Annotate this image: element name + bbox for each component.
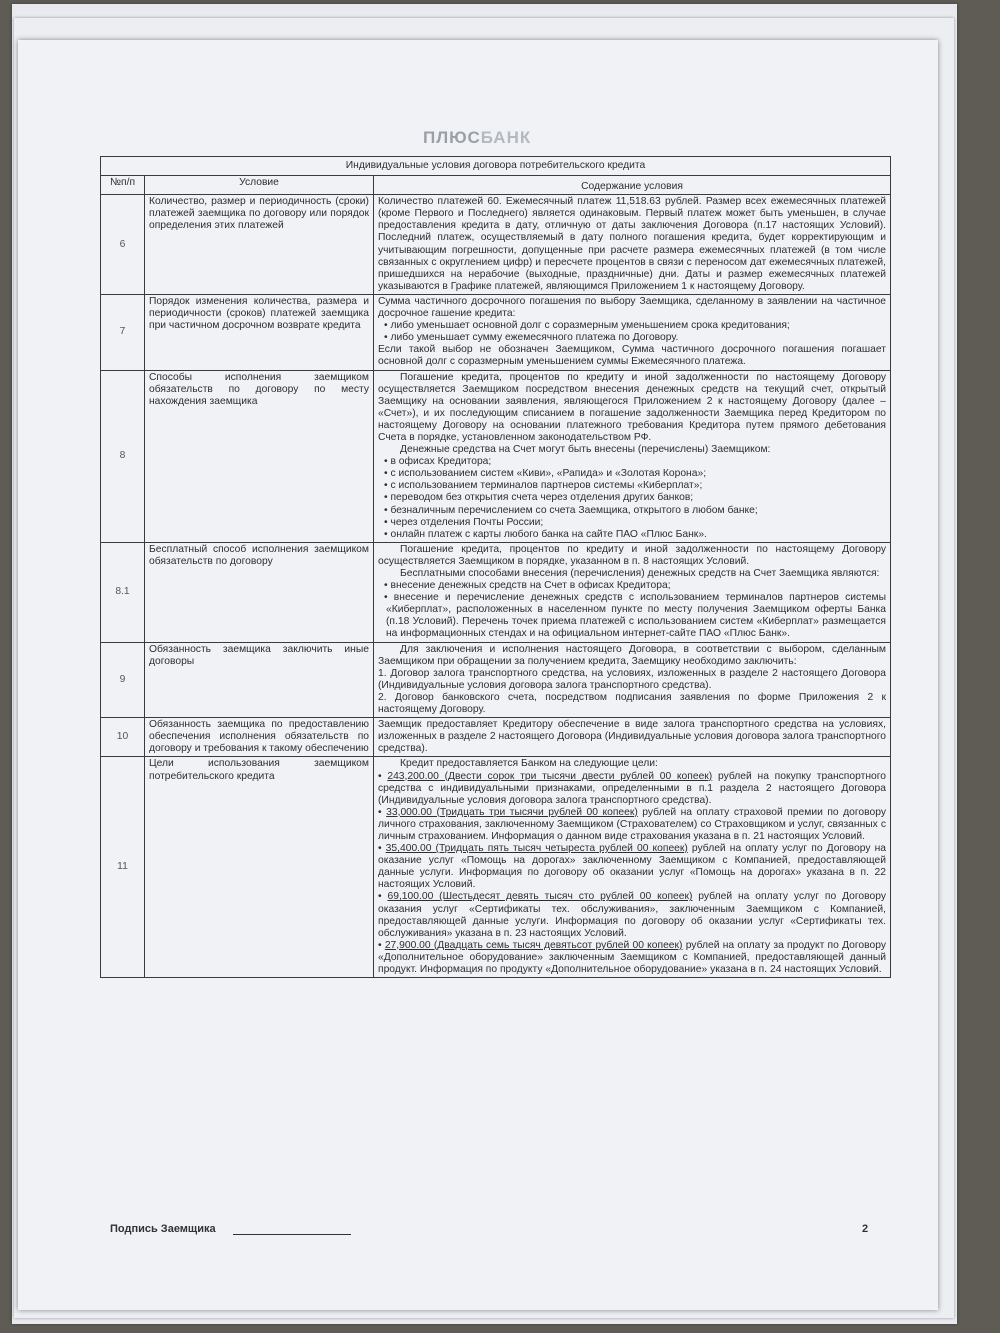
paragraph: Бесплатными способами внесения (перечисления) денежных средств на Счет Заемщика являются: [400,568,880,579]
document-page [18,40,938,1310]
row-number: 9 [101,642,145,718]
page-number: 2 [862,1223,869,1235]
signature-label: Подпись Заемщика [110,1223,216,1235]
list-item-text: с использованием терминалов партнеров системы «Киберплат»; [390,480,703,492]
row-condition: Бесплатный способ исполнения заемщиком обязательств по договору [145,542,374,642]
row-number: 10 [101,718,145,757]
list-item-text: рублей на оплату услуг по Договору оказания услуг «Сертификаты тех. обслуживания», заключенным Заемщиком с Компанией, предоставляющей данные услуги. Информация по договору об оказании услуг «Сертификаты тех. обслуживания» указана в п. 23 настоящих Условий. [378,891,886,939]
list-item-text: внесение и перечисление денежных средств с использованием терминалов партнеров системы «Киберплат», расположенных в населенном пункте по месту получения Заемщиком оферты Банка (п.18 Условий). Перечень точек приема платежей с использованием систем «Киберплат» размещается на информационных стендах и на официальном интернет-сайте ПАО «Плюс Банк». [386,592,887,640]
row-number: 8.1 [101,542,145,642]
row-condition: Обязанность заемщика по предоставлению обеспечения исполнения обязательств по договору и требования к такому обеспечению [145,718,374,757]
list-item-text: безналичным перечислением со счета Заемщика, открытого в любом банке; [390,504,758,516]
row-number: 11 [101,757,145,978]
table-row [101,195,891,295]
conditions-table [100,156,891,978]
row-content [374,757,891,978]
paragraph: 2. Договор банковского счета, посредством подписания заявления по форме Приложения 2 к настоящему Договору. [378,691,886,716]
list-item: • внесение денежных средств на Счет в офисах Кредитора; [384,580,671,592]
row-content [374,294,891,370]
row-content: Заемщик предоставляет Кредитору обеспечение в виде залога транспортного средства на условиях, изложенных в разделе 2 настоящего Договора (Индивидуальные условия договора залога транспортного средства). [374,718,891,757]
row-content: Количество платежей 60. Ежемесячный платеж 11,518.63 рублей. Размер всех ежемесячных платежей (кроме Первого и Последнего) является одинаковым. Первый платеж может быть уменьшен, в случае предоставления кредита в дату, отличную от даты заключения Договора (п.17 настоящих Условий). Последний платеж, осуществляемый в дату полного погашения кредита, будет корректирующим и учитывающим погрешности, допущенные при расчете размера ежемесячных платежей (в том числе связанных с округлением цифр) и пересчете процентов в связи с переносом дат ежемесячных платежей, пришедшихся на нерабочие (выходные, праздничные) дни. Даты и размер ежемесячных платежей указываются в Графике платежей, являющимся Приложением 1 к настоящему Договору. [374,195,891,295]
paragraph: Для заключения и исполнения настоящего Договора, в соответствии с выбором, сделанным Заемщиком при обращении за получением кредита, Заемщику необходимо заключить: [378,643,886,667]
amount: 27,900.00 (Двадцать семь тысяч девятьсот рублей 00 копеек) [384,939,683,951]
list-item: • либо уменьшает основной долг с соразмерным уменьшением срока кредитования; [384,320,790,332]
row-condition: Обязанность заемщика заключить иные договоры [145,642,374,718]
logo-part1: ПЛЮС [423,128,481,147]
column-header-number: №п/п [101,176,145,195]
row-number: 7 [101,294,145,370]
row-number: 6 [101,195,145,295]
paragraph: Денежные средства на Счет могут быть внесены (перечислены) Заемщиком: [400,444,771,456]
column-header-condition: Условие [145,176,374,195]
table-row [101,718,891,757]
table-row [101,542,891,642]
logo-part2: БАНК [480,128,532,147]
bank-logo [423,128,531,148]
list-item: • в офисах Кредитора; [384,456,492,468]
table-title: Индивидуальные условия договора потребительского кредита [101,157,891,176]
list-item-text: рублей на оплату страховой премии по договору личного страхования, заключенному Заемщиком (Страхователем) со Страховщиком и услуг, связанных с личным страхованием. Информация о данном виде страхования указана в п. 21 настоящих Условий. [378,806,887,842]
list-item-text: переводом без открытия счета через отделения других банков; [390,492,694,504]
paragraph: Сумма частичного досрочного погашения по выбору Заемщика, сделанному в заявлении на частичное досрочное гашение кредита: [378,295,886,320]
column-header-content: Содержание условия [374,176,891,195]
row-condition: Способы исполнения заемщиком обязательств по договору по месту нахождения заемщика [145,370,374,542]
amount: 35,400.00 (Тридцать пять тысяч четыреста рублей 00 копеек) [385,843,688,855]
list-item-text: с использованием систем «Киви», «Рапида» и «Золотая Корона»; [390,468,707,480]
list-item: • через отделения Почты России; [384,516,544,528]
row-content [374,370,891,542]
list-item-text: через отделения Почты России; [390,516,544,528]
list-item: • 35,400.00 (Тридцать пять тысяч четыреста рублей 00 копеек) рублей на оплату услуг по Договору на оказание услуг «Помощь на дорогах» заключенному Заемщиком с Компанией, предоставляющей данные услуги. Информация по договору об оказании услуг «Помощь на дорогах» указана в п. 22 настоящих Условий. [378,843,886,891]
row-content [374,642,891,718]
paragraph: Кредит предоставляется Банком на следующие цели: [400,758,658,770]
list-item: • внесение и перечисление денежных средств с использованием терминалов партнеров системы «Киберплат», расположенных в населенном пункте по месту получения Заемщиком оферты Банка (п.18 Условий). Перечень точек приема платежей с использованием систем «Киберплат» размещается на информационных стендах и на официальном интернет-сайте ПАО «Плюс Банк». [384,592,887,640]
row-content [374,542,891,642]
list-item: • 243,200.00 (Двести сорок три тысячи двести рублей 00 копеек) рублей на покупку транспортного средства с индивидуальными признаками, определенными в п.1 раздела 2 настоящего Договора (Индивидуальные условия договора залога транспортного средства). [378,770,886,806]
paragraph: Если такой выбор не обозначен Заемщиком, Сумма частичного досрочного погашения погашает основной долг с соразмерным уменьшением суммы Ежемесячного платежа. [378,344,886,368]
list-item: • с использованием терминалов партнеров системы «Киберплат»; [384,480,703,492]
amount: 33,000.00 (Тридцать три тысячи рублей 00 копеек) [386,806,638,818]
table-row [101,757,891,978]
row-condition: Количество, размер и периодичность (сроки) платежей заемщика по договору или порядок определения этих платежей [145,195,374,295]
row-condition: Цели использования заемщиком потребительского кредита [145,757,374,978]
list-item-text: в офисах Кредитора; [390,456,492,468]
table-row [101,294,891,370]
table-row [101,642,891,718]
list-item-text: рублей на оплату за продукт по Договору «Дополнительное оборудование» заключенным Заемщиком с Компанией, предоставляющей данный продукт. Информация по продукту «Дополнительное оборудование» указана в п. 24 настоящих Условий. [378,939,886,975]
list-item: • переводом без открытия счета через отделения других банков; [384,492,694,504]
list-item: • 27,900.00 (Двадцать семь тысяч девятьсот рублей 00 копеек) рублей на оплату за продукт по Договору «Дополнительное оборудование» заключенным Заемщиком с Компанией, предоставляющей данный продукт. Информация по продукту «Дополнительное оборудование» указана в п. 24 настоящих Условий. [378,939,886,975]
row-condition: Порядок изменения количества, размера и периодичности (сроков) платежей заемщика при частичном досрочном возврате кредита [145,294,374,370]
signature-line [233,1234,351,1235]
list-item: • либо уменьшает сумму ежемесячного платежа по Договору. [384,332,679,344]
list-item: • безналичным перечислением со счета Заемщика, открытого в любом банке; [384,504,758,516]
table-row [101,370,891,542]
list-item: • 33,000.00 (Тридцать три тысячи рублей 00 копеек) рублей на оплату страховой премии по договору личного страхования, заключенному Заемщиком (Страхователем) со Страховщиком и услуг, связанных с личным страхованием. Информация о данном виде страхования указана в п. 21 настоящих Условий. [378,806,887,842]
list-item-text: онлайн платеж с карты любого банка на сайте ПАО «Плюс Банк». [390,528,707,540]
paragraph: 1. Договор залога транспортного средства, на условиях, изложенных в разделе 2 настоящего Договора (Индивидуальные условия договора залога транспортного средства). [378,667,886,691]
paragraph: Погашение кредита, процентов по кредиту и иной задолженности по настоящему Договору осуществляется Заемщиком посредством внесения денежных средств на текущий счет, открытый Заемщику на основании заявления, являющегося Приложением 2 к настоящему Договору (далее – «Счет»), и их последующим списанием в погашение задолженности Заемщика перед Кредитором по настоящему Договору на основании платежного требования Кредитора путем прямого дебетования Счета в порядке, установленном законодательством РФ. [378,371,886,443]
amount: 69,100.00 (Шестьдесят девять тысяч сто рублей 00 копеек) [387,891,693,903]
paragraph: Погашение кредита, процентов по кредиту и иной задолженности по настоящему Договору осуществляется Заемщиком в порядке, указанном в п. 8 настоящих Условий. [378,543,886,567]
list-item-text: рублей на оплату услуг по Договору на оказание услуг «Помощь на дорогах» заключенному Заемщиком с Компанией, предоставляющей данные услуги. Информация по договору об оказании услуг «Помощь на дорогах» указана в п. 22 настоящих Условий. [378,843,886,891]
list-item: • онлайн платеж с карты любого банка на сайте ПАО «Плюс Банк». [384,528,707,540]
list-item: • 69,100.00 (Шестьдесят девять тысяч сто рублей 00 копеек) рублей на оплату услуг по Договору оказания услуг «Сертификаты тех. обслуживания», заключенным Заемщиком с Компанией, предоставляющей данные услуги. Информация по договору об оказании услуг «Сертификаты тех. обслуживания» указана в п. 23 настоящих Условий. [378,891,886,939]
list-item-text: либо уменьшает основной долг с соразмерным уменьшением срока кредитования; [390,320,790,332]
list-item-text: рублей на покупку транспортного средства с индивидуальными признаками, определенными в п.1 раздела 2 настоящего Договора (Индивидуальные условия договора залога транспортного средства). [378,770,886,806]
amount: 243,200.00 (Двести сорок три тысячи двести рублей 00 копеек) [387,770,713,782]
list-item-text: либо уменьшает сумму ежемесячного платежа по Договору. [390,332,679,344]
list-item: • с использованием систем «Киви», «Рапида» и «Золотая Корона»; [384,468,707,480]
row-number: 8 [101,370,145,542]
list-item-text: внесение денежных средств на Счет в офисах Кредитора; [390,580,671,592]
